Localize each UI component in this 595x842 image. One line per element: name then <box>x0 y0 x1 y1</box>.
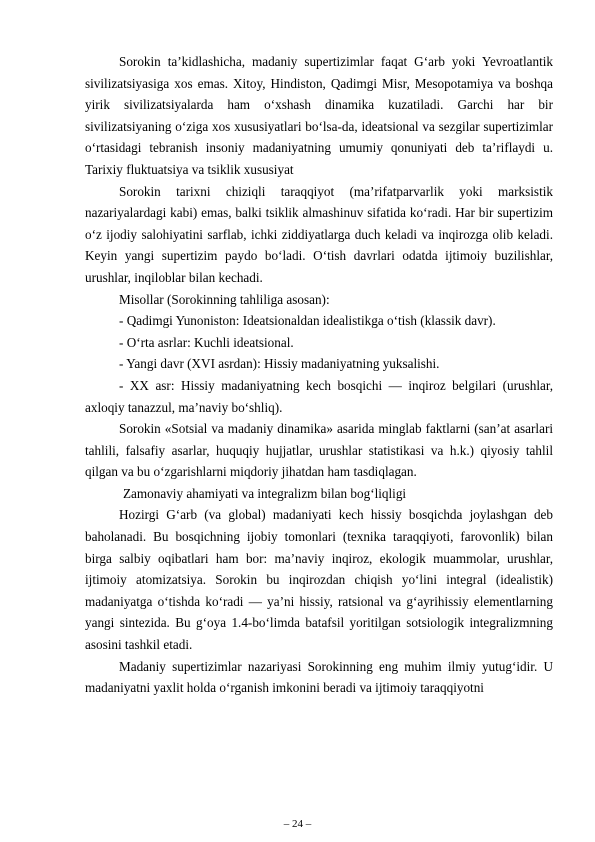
paragraph-theory-achievement: Madaniy supertizimlar nazariyasi Sorokinning eng muhim ilmiy yutug‘idir. U madaniyatni yaxlit holda o‘rganish imkonini beradi va ijtimoiy taraqqiyotni <box>85 658 553 696</box>
page-number: – 24 – <box>283 818 312 830</box>
body-text <box>85 51 553 699</box>
examples-intro: Misollar (Sorokinning tahliliga asosan): <box>119 291 330 307</box>
paragraph-cyclical-history: Sorokin tarixni chiziqli taraqqiyot (ma’rifatparvarlik yoki marksistik nazariyalardagi kabi) emas, balki tsiklik almashinuv sifatida ko‘radi. Har bir supertizim o‘z ijodiy salohiyatini sarflab, ichki ziddiyatlarga duch keladi va inqirozga olib keladi. Keyin yangi supertizim paydo bo‘ladi. O‘tish davrlari odatda ijtimoiy buzilishlar, urushlar, inqiloblar bilan kechadi. <box>85 183 553 285</box>
list-item-ancient-greece: - Qadimgi Yunoniston: Ideatsionaldan idealistikga o‘tish (klassik davr). <box>119 313 496 329</box>
list-item-twentieth-century: - XX asr: Hissiy madaniyatning kech bosqichi — inqiroz belgilari (urushlar, axloqiy tanazzul, ma’naviy bo‘shliq). <box>85 377 553 415</box>
paragraph-social-cultural-dynamics: Sorokin «Sotsial va madaniy dinamika» asarida minglab faktlarni (san’at asarlari tahlili, falsafiy asarlar, huquqiy hujjatlar, urushlar statistikasi va h.k.) qiyosiy tahlil qilgan va bu o‘zgarishlarni miqdoriy jihatdan ham tasdiqlagan. <box>85 421 553 480</box>
list-item-new-era: - Yangi davr (XVI asrdan): Hissiy madaniyatning yuksalishi. <box>119 356 440 372</box>
list-item-middle-ages: - O‘rta asrlar: Kuchli ideatsional. <box>119 334 294 350</box>
paragraph-supersystems-universal: Sorokin ta’kidlashicha, madaniy supertizimlar faqat G‘arb yoki Yevroatlantik sivilizatsiyasiga xos emas. Xitoy, Hindiston, Qadimgi Misr, Mesopotamiya va boshqa yirik sivilizatsiyalarda ham o‘xshash dinamika kuzatiladi. Garchi har bir sivilizatsiyaning o‘ziga xos xususiyatlari bo‘lsa-da, ideatsional va sezgilar supertizimlar o‘rtasidagi tebranish insoniy madaniyatning umumiy qonuniyati deb ta’riflaydi u. Tarixiy fluktuatsiya va tsiklik xususiyat <box>85 54 553 177</box>
section-heading-modern-significance: Zamonaviy ahamiyati va integralizm bilan bog‘liqligi <box>123 485 407 501</box>
paragraph-current-western-culture: Hozirgi G‘arb (va global) madaniyati kech hissiy bosqichda joylashgan deb baholanadi. Bu bosqichning ijobiy tomonlari (texnika taraqqiyoti, farovonlik) bilan birga salbiy oqibatlari ham bor: ma’naviy inqiroz, ekologik muammolar, urushlar, ijtimoiy atomizatsiya. Sorokin bu inqirozdan chiqish yo‘lini integral (idealistik) madaniyatga o‘tishda ko‘radi — ya’ni hissiy, ratsional va g‘ayrihissiy elementlarning yangi sintezida. Bu g‘oya 1.4-bo‘limda batafsil yoritilgan sotsiologik integralizmning asosini tashkil etadi. <box>85 507 553 653</box>
